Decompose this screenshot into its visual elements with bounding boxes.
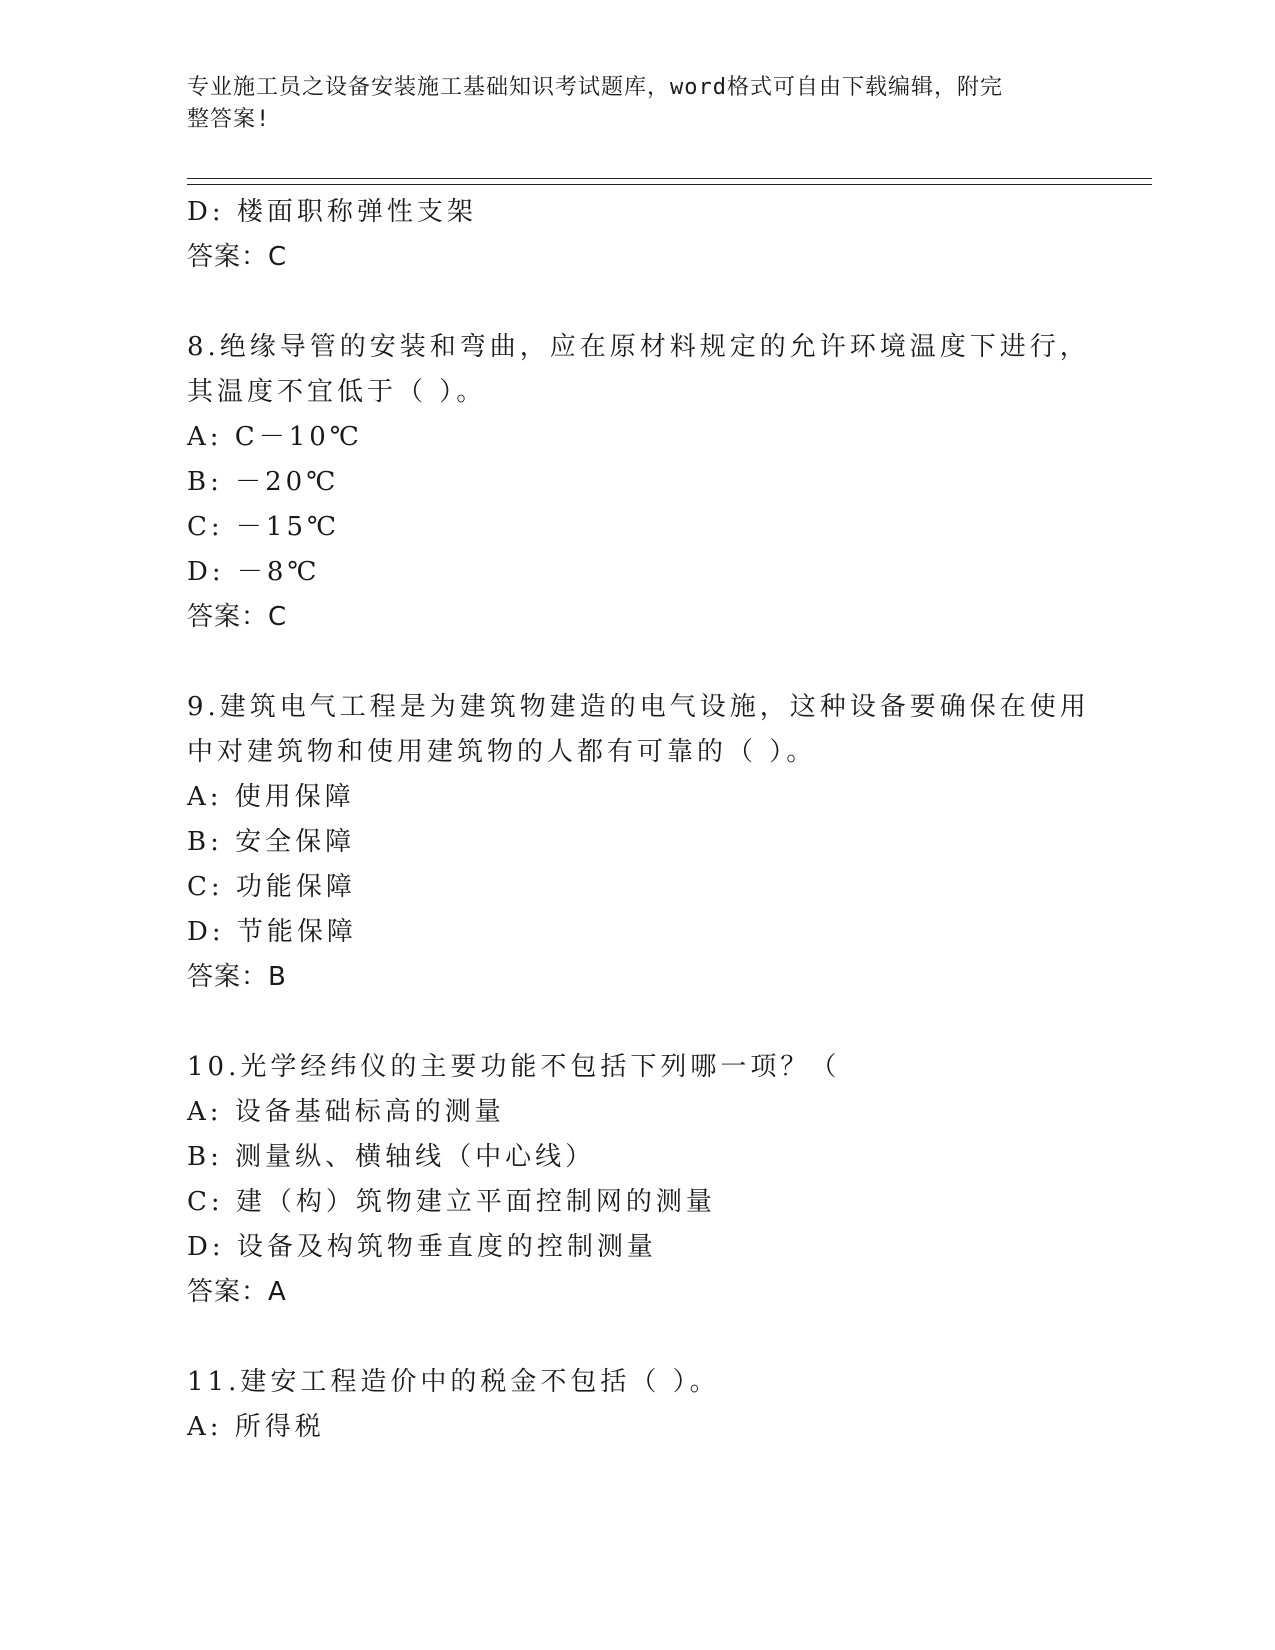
answer: 答案：C bbox=[187, 602, 288, 632]
header-line-1: 专业施工员之设备安装施工基础知识考试题库，word格式可自由下载编辑，附完 bbox=[187, 75, 1003, 100]
option-a: A: 设备基础标高的测量 bbox=[187, 1097, 505, 1127]
header-divider-bottom bbox=[187, 184, 1152, 185]
question-stem: 中对建筑物和使用建筑物的人都有可靠的（ ）。 bbox=[187, 737, 817, 767]
question-11 bbox=[187, 1360, 1067, 1450]
document-body bbox=[187, 190, 1090, 1450]
prev-option-d: D: 楼面职称弹性支架 bbox=[187, 197, 477, 227]
header-line-2: 整答案! bbox=[187, 107, 271, 132]
option-b: B: 安全保障 bbox=[187, 827, 356, 857]
question-stem: 11.建安工程造价中的税金不包括（ ）。 bbox=[187, 1367, 720, 1397]
option-d: D: 节能保障 bbox=[187, 917, 357, 947]
question-9 bbox=[187, 685, 1090, 1000]
question-8 bbox=[187, 325, 1090, 640]
option-a: A: 使用保障 bbox=[187, 782, 355, 812]
header-divider-top bbox=[187, 178, 1152, 179]
option-d: D: 设备及构筑物垂直度的控制测量 bbox=[187, 1232, 657, 1262]
answer: 答案：A bbox=[187, 1277, 287, 1307]
spacer bbox=[187, 1315, 1067, 1360]
option-d: D: －8℃ bbox=[187, 557, 321, 587]
option-c: C: －15℃ bbox=[187, 512, 341, 542]
question-stem: 8.绝缘导管的安装和弯曲，应在原材料规定的允许环境温度下进行， bbox=[187, 332, 1090, 362]
option-a: A: C－10℃ bbox=[187, 422, 363, 452]
spacer bbox=[187, 640, 1067, 685]
document-header bbox=[187, 72, 1067, 136]
question-stem: 10.光学经纬仪的主要功能不包括下列哪一项？（ bbox=[187, 1052, 841, 1082]
option-b: B: 测量纵、横轴线（中心线） bbox=[187, 1142, 596, 1172]
option-b: B: －20℃ bbox=[187, 467, 340, 497]
option-a: A: 所得税 bbox=[187, 1412, 325, 1442]
spacer bbox=[187, 280, 1067, 325]
option-c: C: 建（构）筑物建立平面控制网的测量 bbox=[187, 1187, 716, 1217]
question-stem: 其温度不宜低于（ ）。 bbox=[187, 377, 487, 407]
question-10 bbox=[187, 1045, 1067, 1315]
prev-answer: 答案：C bbox=[187, 242, 288, 272]
spacer bbox=[187, 1000, 1067, 1045]
question-stem: 9.建筑电气工程是为建筑物建造的电气设施，这种设备要确保在使用 bbox=[187, 692, 1090, 722]
option-c: C: 功能保障 bbox=[187, 872, 356, 902]
answer: 答案：B bbox=[187, 962, 287, 992]
